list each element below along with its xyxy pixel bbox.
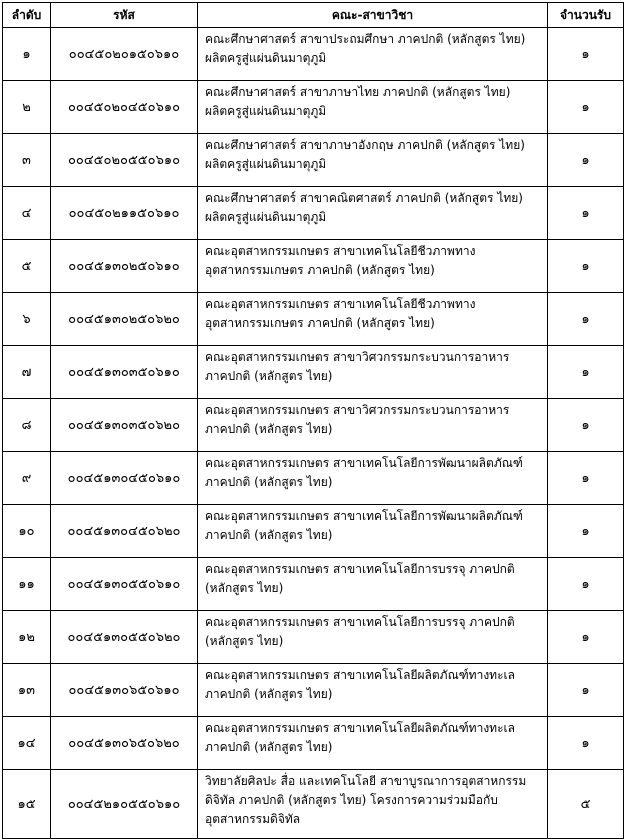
row-number: ๒ bbox=[3, 81, 51, 134]
header-code: รหัส bbox=[51, 3, 198, 28]
program-code: ๐๐๔๕๐๒๐๑๕๐๖๑๐ bbox=[51, 28, 198, 81]
seat-count: ๑ bbox=[548, 664, 624, 717]
program-code: ๐๐๔๕๑๓๐๖๕๐๖๑๐ bbox=[51, 664, 198, 717]
faculty-program-line1: คณะอุตสาหกรรมเกษตร สาขาเทคโนโลยีการบรรจุ ภาคปกติ bbox=[205, 615, 515, 629]
row-number: ๘ bbox=[3, 399, 51, 452]
row-number: ๑๑ bbox=[3, 558, 51, 611]
faculty-program-line1: คณะศึกษาศาสตร์ สาขาคณิตศาสตร์ ภาคปกติ (หลักสูตร ไทย) bbox=[205, 191, 523, 205]
program-code: ๐๐๔๕๒๑๐๕๕๐๖๑๐ bbox=[51, 770, 198, 839]
program-code: ๐๐๔๕๑๓๐๔๕๐๖๑๐ bbox=[51, 452, 198, 505]
seat-count: ๑ bbox=[548, 717, 624, 770]
row-number: ๑๒ bbox=[3, 611, 51, 664]
faculty-program bbox=[198, 293, 548, 346]
table-row bbox=[3, 28, 624, 81]
faculty-program bbox=[198, 717, 548, 770]
faculty-program-line2: (หลักสูตร ไทย) bbox=[205, 581, 284, 595]
table-row bbox=[3, 187, 624, 240]
table-row bbox=[3, 399, 624, 452]
faculty-program-line2: ภาคปกติ (หลักสูตร ไทย) bbox=[205, 475, 333, 489]
table-row bbox=[3, 240, 624, 293]
faculty-program-line1: วิทยาลัยศิลปะ สื่อ และเทคโนโลยี สาขาบูรณาการอุตสาหกรรม bbox=[205, 774, 527, 788]
faculty-program bbox=[198, 134, 548, 187]
header-seats: จำนวนรับ bbox=[548, 3, 624, 28]
faculty-program-line2: อุตสาหกรรมเกษตร ภาคปกติ (หลักสูตร ไทย) bbox=[205, 316, 435, 330]
faculty-program-line1: คณะศึกษาศาสตร์ สาขาประถมศึกษา ภาคปกติ (หลักสูตร ไทย) bbox=[205, 32, 526, 46]
faculty-program bbox=[198, 346, 548, 399]
program-code: ๐๐๔๕๑๓๐๕๕๐๖๒๐ bbox=[51, 611, 198, 664]
header-no: ลำดับ bbox=[3, 3, 51, 28]
faculty-program-line1: คณะอุตสาหกรรมเกษตร สาขาเทคโนโลยีการพัฒนาผลิตภัณฑ์ bbox=[205, 456, 523, 470]
row-number: ๕ bbox=[3, 240, 51, 293]
faculty-program-line1: คณะศึกษาศาสตร์ สาขาภาษาไทย ภาคปกติ (หลักสูตร ไทย) bbox=[205, 85, 511, 99]
table-row bbox=[3, 717, 624, 770]
faculty-program bbox=[198, 399, 548, 452]
faculty-program bbox=[198, 81, 548, 134]
seat-count: ๑ bbox=[548, 187, 624, 240]
table-row bbox=[3, 770, 624, 839]
faculty-program-line2: ผลิตครูสู่แผ่นดินมาตุภูมิ bbox=[205, 51, 327, 65]
faculty-program bbox=[198, 505, 548, 558]
seat-count: ๑ bbox=[548, 558, 624, 611]
faculty-program bbox=[198, 611, 548, 664]
row-number: ๑๓ bbox=[3, 664, 51, 717]
program-code: ๐๐๔๕๐๒๐๕๕๐๖๑๐ bbox=[51, 134, 198, 187]
row-number: ๑๔ bbox=[3, 717, 51, 770]
program-code: ๐๐๔๕๐๒๑๑๕๐๖๑๐ bbox=[51, 187, 198, 240]
seat-count: ๑ bbox=[548, 399, 624, 452]
faculty-program-line1: คณะอุตสาหกรรมเกษตร สาขาเทคโนโลยีการพัฒนาผลิตภัณฑ์ bbox=[205, 509, 523, 523]
faculty-program-line1: คณะอุตสาหกรรมเกษตร สาขาเทคโนโลยีชีวภาพทาง bbox=[205, 244, 476, 258]
table-row bbox=[3, 346, 624, 399]
seat-count: ๕ bbox=[548, 770, 624, 839]
admission-table bbox=[2, 2, 624, 839]
faculty-program bbox=[198, 664, 548, 717]
table-row bbox=[3, 134, 624, 187]
faculty-program-line2: (หลักสูตร ไทย) bbox=[205, 634, 284, 648]
faculty-program-line2: ภาคปกติ (หลักสูตร ไทย) bbox=[205, 687, 333, 701]
seat-count: ๑ bbox=[548, 293, 624, 346]
faculty-program-line2: ดิจิทัล ภาคปกติ (หลักสูตร ไทย) โครงการความร่วมมือกับ bbox=[205, 793, 498, 807]
seat-count: ๑ bbox=[548, 240, 624, 293]
faculty-program-line1: คณะอุตสาหกรรมเกษตร สาขาวิศวกรรมกระบวนการอาหาร bbox=[205, 350, 510, 364]
faculty-program-line1: คณะศึกษาศาสตร์ สาขาภาษาอังกฤษ ภาคปกติ (หลักสูตร ไทย) bbox=[205, 138, 525, 152]
faculty-program bbox=[198, 770, 548, 839]
program-code: ๐๐๔๕๑๓๐๒๕๐๖๑๐ bbox=[51, 240, 198, 293]
faculty-program-line1: คณะอุตสาหกรรมเกษตร สาขาเทคโนโลยีชีวภาพทาง bbox=[205, 297, 476, 311]
faculty-program-line2: ภาคปกติ (หลักสูตร ไทย) bbox=[205, 740, 333, 754]
faculty-program bbox=[198, 558, 548, 611]
row-number: ๔ bbox=[3, 187, 51, 240]
program-code: ๐๐๔๕๑๓๐๕๕๐๖๑๐ bbox=[51, 558, 198, 611]
faculty-program bbox=[198, 240, 548, 293]
row-number: ๑๐ bbox=[3, 505, 51, 558]
faculty-program-line2: อุตสาหกรรมเกษตร ภาคปกติ (หลักสูตร ไทย) bbox=[205, 263, 435, 277]
row-number: ๙ bbox=[3, 452, 51, 505]
faculty-program-line1: คณะอุตสาหกรรมเกษตร สาขาวิศวกรรมกระบวนการอาหาร bbox=[205, 403, 510, 417]
seat-count: ๑ bbox=[548, 81, 624, 134]
program-code: ๐๐๔๕๐๒๐๔๕๐๖๑๐ bbox=[51, 81, 198, 134]
faculty-program bbox=[198, 28, 548, 81]
table-row bbox=[3, 505, 624, 558]
faculty-program-line2: ผลิตครูสู่แผ่นดินมาตุภูมิ bbox=[205, 210, 327, 224]
table-row bbox=[3, 293, 624, 346]
seat-count: ๑ bbox=[548, 611, 624, 664]
table-row bbox=[3, 452, 624, 505]
row-number: ๓ bbox=[3, 134, 51, 187]
faculty-program-line1: คณะอุตสาหกรรมเกษตร สาขาเทคโนโลยีผลิตภัณฑ์ทางทะเล bbox=[205, 668, 515, 682]
seat-count: ๑ bbox=[548, 452, 624, 505]
seat-count: ๑ bbox=[548, 346, 624, 399]
faculty-program-line1: คณะอุตสาหกรรมเกษตร สาขาเทคโนโลยีผลิตภัณฑ์ทางทะเล bbox=[205, 721, 515, 735]
program-code: ๐๐๔๕๑๓๐๓๕๐๖๑๐ bbox=[51, 346, 198, 399]
faculty-program-line1: คณะอุตสาหกรรมเกษตร สาขาเทคโนโลยีการบรรจุ ภาคปกติ bbox=[205, 562, 515, 576]
header-faculty: คณะ-สาขาวิชา bbox=[198, 3, 548, 28]
seat-count: ๑ bbox=[548, 134, 624, 187]
faculty-program-line3: อุตสาหกรรมดิจิทัล bbox=[205, 812, 301, 826]
program-code: ๐๐๔๕๑๓๐๖๕๐๖๒๐ bbox=[51, 717, 198, 770]
row-number: ๖ bbox=[3, 293, 51, 346]
row-number: ๑ bbox=[3, 28, 51, 81]
faculty-program-line2: ภาคปกติ (หลักสูตร ไทย) bbox=[205, 369, 333, 383]
faculty-program-line2: ผลิตครูสู่แผ่นดินมาตุภูมิ bbox=[205, 157, 327, 171]
faculty-program bbox=[198, 187, 548, 240]
faculty-program bbox=[198, 452, 548, 505]
table-row bbox=[3, 558, 624, 611]
table-row bbox=[3, 664, 624, 717]
faculty-program-line2: ภาคปกติ (หลักสูตร ไทย) bbox=[205, 528, 333, 542]
faculty-program-line2: ภาคปกติ (หลักสูตร ไทย) bbox=[205, 422, 333, 436]
seat-count: ๑ bbox=[548, 505, 624, 558]
header-row bbox=[3, 3, 624, 28]
seat-count: ๑ bbox=[548, 28, 624, 81]
program-code: ๐๐๔๕๑๓๐๒๕๐๖๒๐ bbox=[51, 293, 198, 346]
row-number: ๑๕ bbox=[3, 770, 51, 839]
faculty-program-line2: ผลิตครูสู่แผ่นดินมาตุภูมิ bbox=[205, 104, 327, 118]
program-code: ๐๐๔๕๑๓๐๔๕๐๖๒๐ bbox=[51, 505, 198, 558]
table-row bbox=[3, 81, 624, 134]
table-row bbox=[3, 611, 624, 664]
row-number: ๗ bbox=[3, 346, 51, 399]
program-code: ๐๐๔๕๑๓๐๓๕๐๖๒๐ bbox=[51, 399, 198, 452]
